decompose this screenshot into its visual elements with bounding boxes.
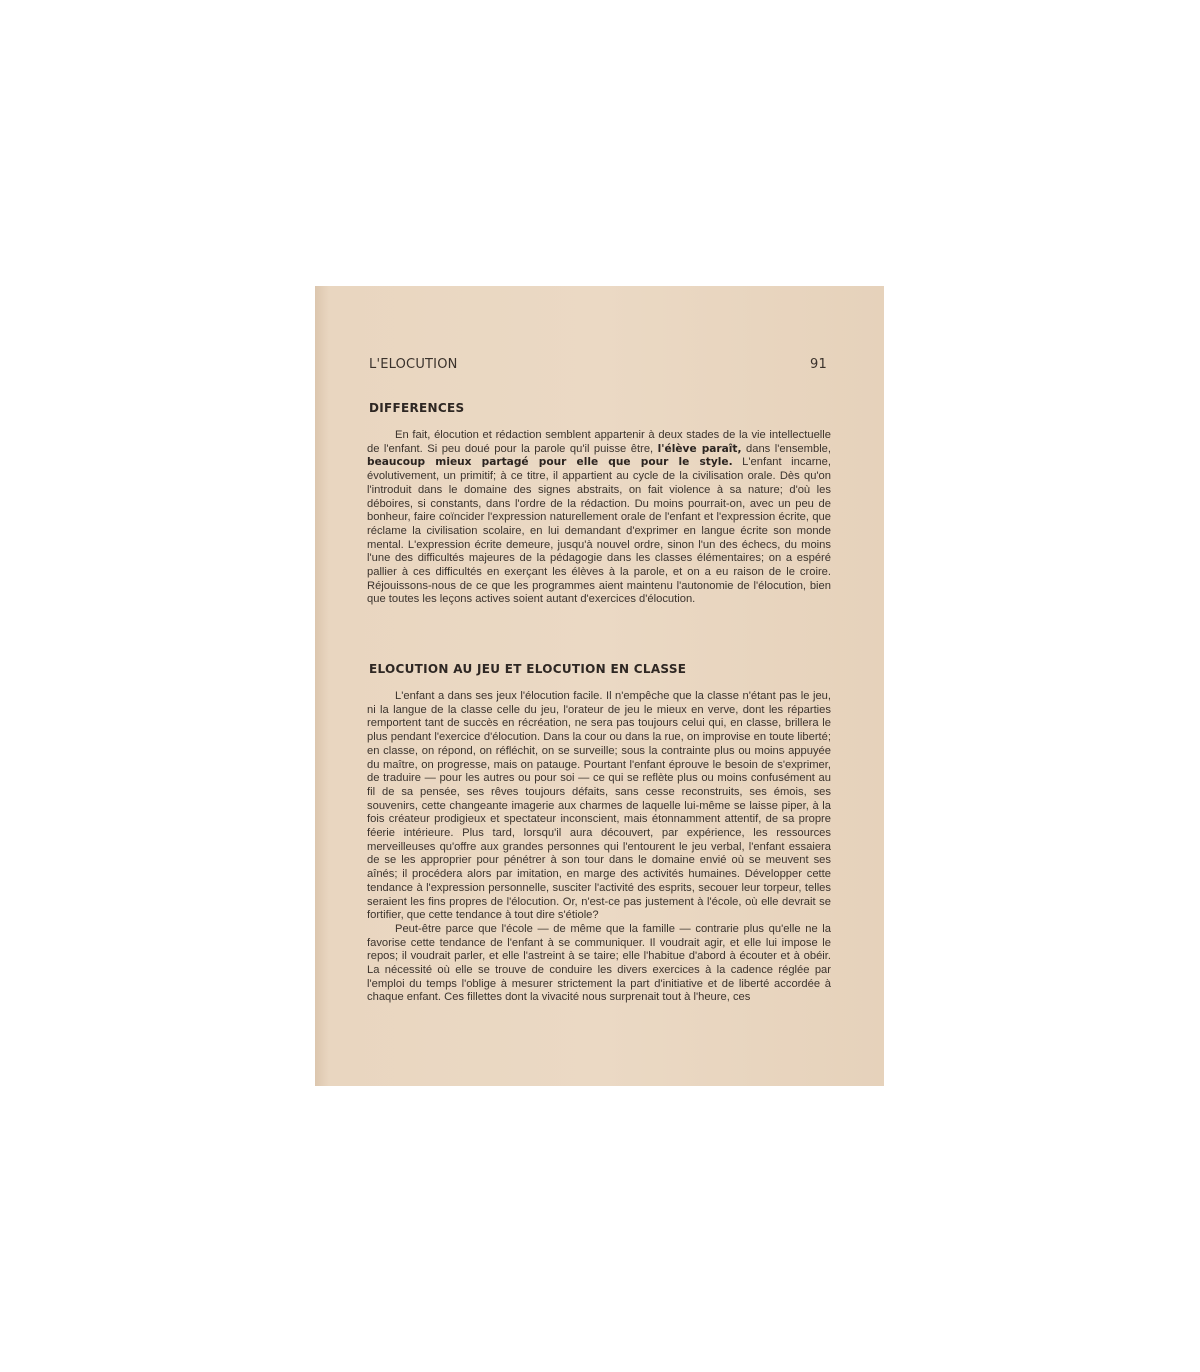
paragraph: L'enfant a dans ses jeux l'élocution facile. Il n'empêche que la classe n'étant pas le jeu, ni la langue de la classe celle du jeu, l'orateur de jeu le mieux en verve, dont les réparties remportent tant de succès en récréation, ne sera pas toujours celui qui, en classe, brillera le plus pendant l'exercice d'élocution. Dans la cour ou dans la rue, on improvise en toute liberté; en classe, on répond, on réfléchit, on se surveille; sous la contrainte plus ou moins appuyée du maître, on progresse, mais on patauge. Pourtant l'enfant éprouve le besoin de s'exprimer, de traduire — pour les autres ou pour soi — ce qui se reflète plus ou moins confusément au fil de sa pensée, ses rêves toujours défaits, sans cesse reconstruits, ses émois, ses souvenirs, cette changeante imagerie aux charmes de laquelle lui-même se laisse piper, à la fois créateur prodigieux et spectateur inconscient, mais étonnamment attentif, de sa propre féerie intérieure. Plus tard, lorsqu'il aura découvert, par expérience, les ressources merveilleuses qu'offre aux grandes personnes qui l'entourent le jeu verbal, l'enfant essaiera de se les approprier pour pénétrer à son tour dans le domaine envié où se meuvent ses aînés; il procédera alors par imitation, en marge des activités humaines. Développer cette tendance à l'expression personnelle, susciter l'activité des esprits, secouer leur torpeur, telles seraient les fins propres de l'élocution. Or, n'est-ce pas justement à l'école, où elle devrait se fortifier, que cette tendance à tout dire s'étiole? xyxy=(367,690,831,922)
section-elocution-body xyxy=(367,690,831,1005)
bold-text-run: beaucoup mieux partagé pour elle que pour le style. xyxy=(367,456,733,469)
book-page xyxy=(315,286,884,1086)
section-heading-elocution-jeu-classe: ELOCUTION AU JEU ET ELOCUTION EN CLASSE xyxy=(369,662,687,676)
running-head xyxy=(369,357,827,372)
paragraph: Peut-être parce que l'école — de même que la famille — contrarie plus qu'elle ne la favorise cette tendance de l'enfant à se communiquer. Il voudrait agir, et elle lui impose le repos; il voudrait parler, et elle l'astreint à se taire; elle l'habitue d'abord à écouter et à obéir. La nécessité où elle se trouve de conduire les divers exercices à la cadence réglée par l'emploi du temps l'oblige à mesurer strictement la part d'initiative et de liberté accordée à chaque enfant. Ces fillettes dont la vivacité nous surprenait tout à l'heure, ces xyxy=(367,922,831,1004)
page-number: 91 xyxy=(810,357,827,372)
section-heading-differences: DIFFERENCES xyxy=(369,401,465,415)
text-run: En fait, élocution et rédaction semblent appartenir à deux stades de la vie intellectuelle de l'enfant. Si peu doué pour la parole qu'il puisse être, xyxy=(367,429,831,455)
text-run: dans l'ensemble, xyxy=(741,442,832,455)
running-head-title: L'ELOCUTION xyxy=(369,357,458,372)
text-run: L'enfant incarne, évolutivement, un primitif; à ce titre, il appartient au cycle de la civilisation orale. Dès qu'on l'introduit dans le domaine des signes abstraits, on fait violence à sa nature; d'où les déboires, si constants, dans l'ordre de la rédaction. Du moins pourrait-on, avec un peu de bonheur, faire coïncider l'expression naturellement orale de l'enfant et l'expression écrite, que réclame la civilisation scolaire, en lui demandant d'exprimer en langue écrite son monde mental. L'expression écrite demeure, jusqu'à nouvel ordre, sinon l'un des échecs, du moins l'une des difficultés majeures de la pédagogie dans les classes élémentaires; on a espéré pallier à ces difficultés en exerçant les élèves à la parole, et on a eu raison de le croire. Réjouissons-nous de ce que les programmes aient maintenu l'autonomie de l'élocution, bien que toutes les leçons actives soient autant d'exercices d'élocution. xyxy=(367,456,831,606)
section-differences-body xyxy=(367,429,831,607)
paragraph xyxy=(367,429,831,607)
bold-text-run: l'élève paraît, xyxy=(657,442,742,455)
